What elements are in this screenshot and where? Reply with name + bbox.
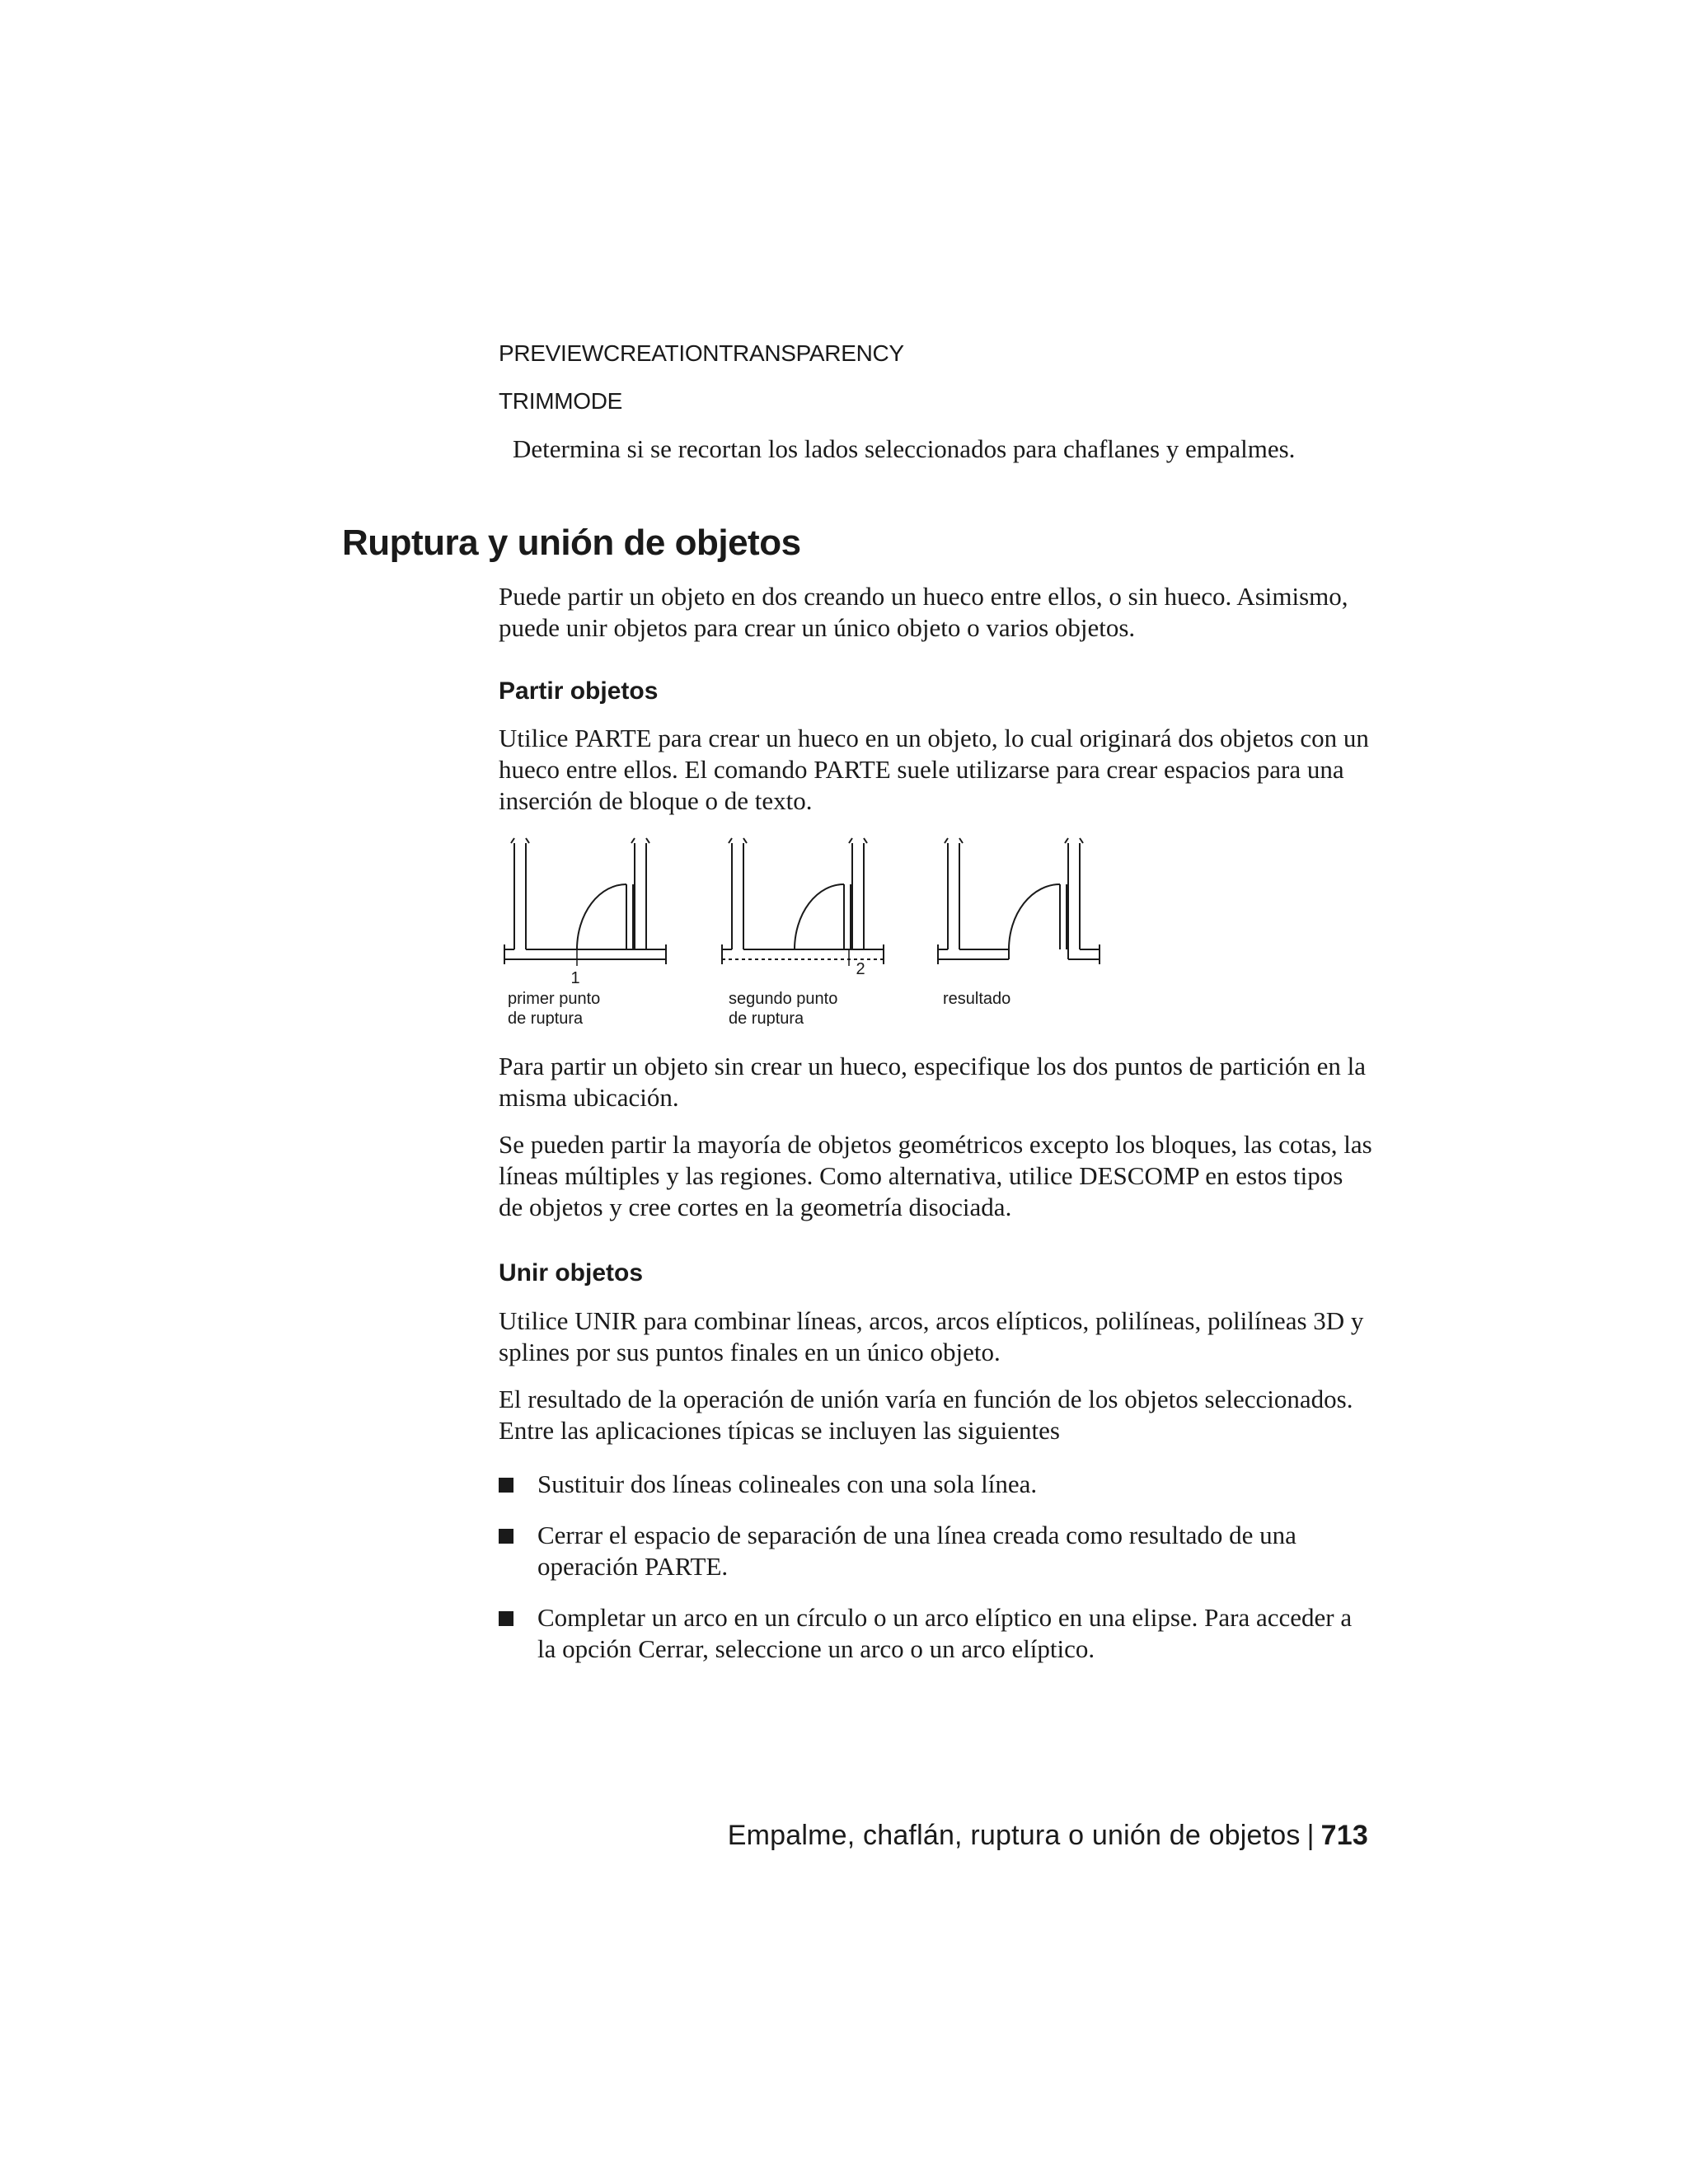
variable-name: PREVIEWCREATIONTRANSPARENCY — [499, 340, 904, 366]
figure-caption: resultado — [943, 990, 1011, 1008]
figure-caption: de ruptura — [729, 1010, 804, 1026]
bullet-square-icon — [499, 1529, 513, 1544]
paragraph: Utilice UNIR para combinar líneas, arcos, arcos elípticos, polilíneas, polilíneas 3D y splines por sus puntos finales en un único objeto. — [499, 1306, 1364, 1366]
page-number: 713 — [1320, 1820, 1368, 1851]
paragraph: Para partir un objeto sin crear un hueco, especifique los dos puntos de partición en la misma ubicación. — [499, 1052, 1366, 1112]
figure-point-number: 2 — [856, 960, 865, 978]
figure-panel-primer-punto — [504, 838, 666, 966]
section-intro: Puede partir un objeto en dos creando un hueco entre ellos, o sin hueco. Asimismo, puede unir objetos para crear un único objeto o varios objetos. — [499, 582, 1348, 642]
bullet-item: Completar un arco en un círculo o un arco elíptico en una elipse. Para acceder a la opción Cerrar, seleccione un arco o un arco elíptico. — [499, 1602, 1372, 1665]
variable-description: Determina si se recortan los lados seleccionados para chaflanes y empalmes. — [513, 434, 1296, 463]
paragraph: El resultado de la operación de unión varía en función de los objetos seleccionados. Entre las aplicaciones típicas se incluyen las siguientes — [499, 1385, 1353, 1445]
page-footer — [728, 1820, 1368, 1852]
figure-point-number: 1 — [570, 969, 580, 987]
bullet-square-icon — [499, 1611, 513, 1626]
subsection-heading-partir: Partir objetos — [499, 677, 659, 705]
paragraph: Se pueden partir la mayoría de objetos geométricos excepto los bloques, las cotas, las líneas múltiples y las regiones. Como alternativa, utilice DESCOMP en estos tipos de objetos y cree cortes en la geometría disociada. — [499, 1130, 1372, 1221]
footer-chapter: Empalme, chaflán, ruptura o unión de objetos — [727, 1820, 1301, 1851]
figure-caption: segundo punto — [729, 990, 838, 1008]
figure-panel-segundo-punto — [722, 838, 884, 966]
bullet-square-icon — [499, 1478, 513, 1493]
subsection-heading-unir: Unir objetos — [499, 1259, 644, 1286]
paragraph: Utilice PARTE para crear un hueco en un objeto, lo cual originará dos objetos con un hueco entre ellos. El comando PARTE suele utilizarse para crear espacios para una inserción de bloque o de texto. — [499, 724, 1369, 815]
figure-panel-resultado — [938, 838, 1100, 964]
bullet-item: Sustituir dos líneas colineales con una sola línea. — [499, 1469, 1372, 1500]
figure-caption: primer punto — [508, 990, 601, 1008]
footer-separator: | — [1306, 1820, 1315, 1851]
section-title: Ruptura y unión de objetos — [342, 523, 801, 563]
variable-name: TRIMMODE — [499, 388, 623, 414]
break-figure — [503, 837, 1113, 1026]
bullet-item: Cerrar el espacio de separación de una línea creada como resultado de una operación PARTE. — [499, 1520, 1372, 1582]
figure-caption: de ruptura — [508, 1010, 584, 1026]
bullet-list — [499, 1469, 1372, 1685]
